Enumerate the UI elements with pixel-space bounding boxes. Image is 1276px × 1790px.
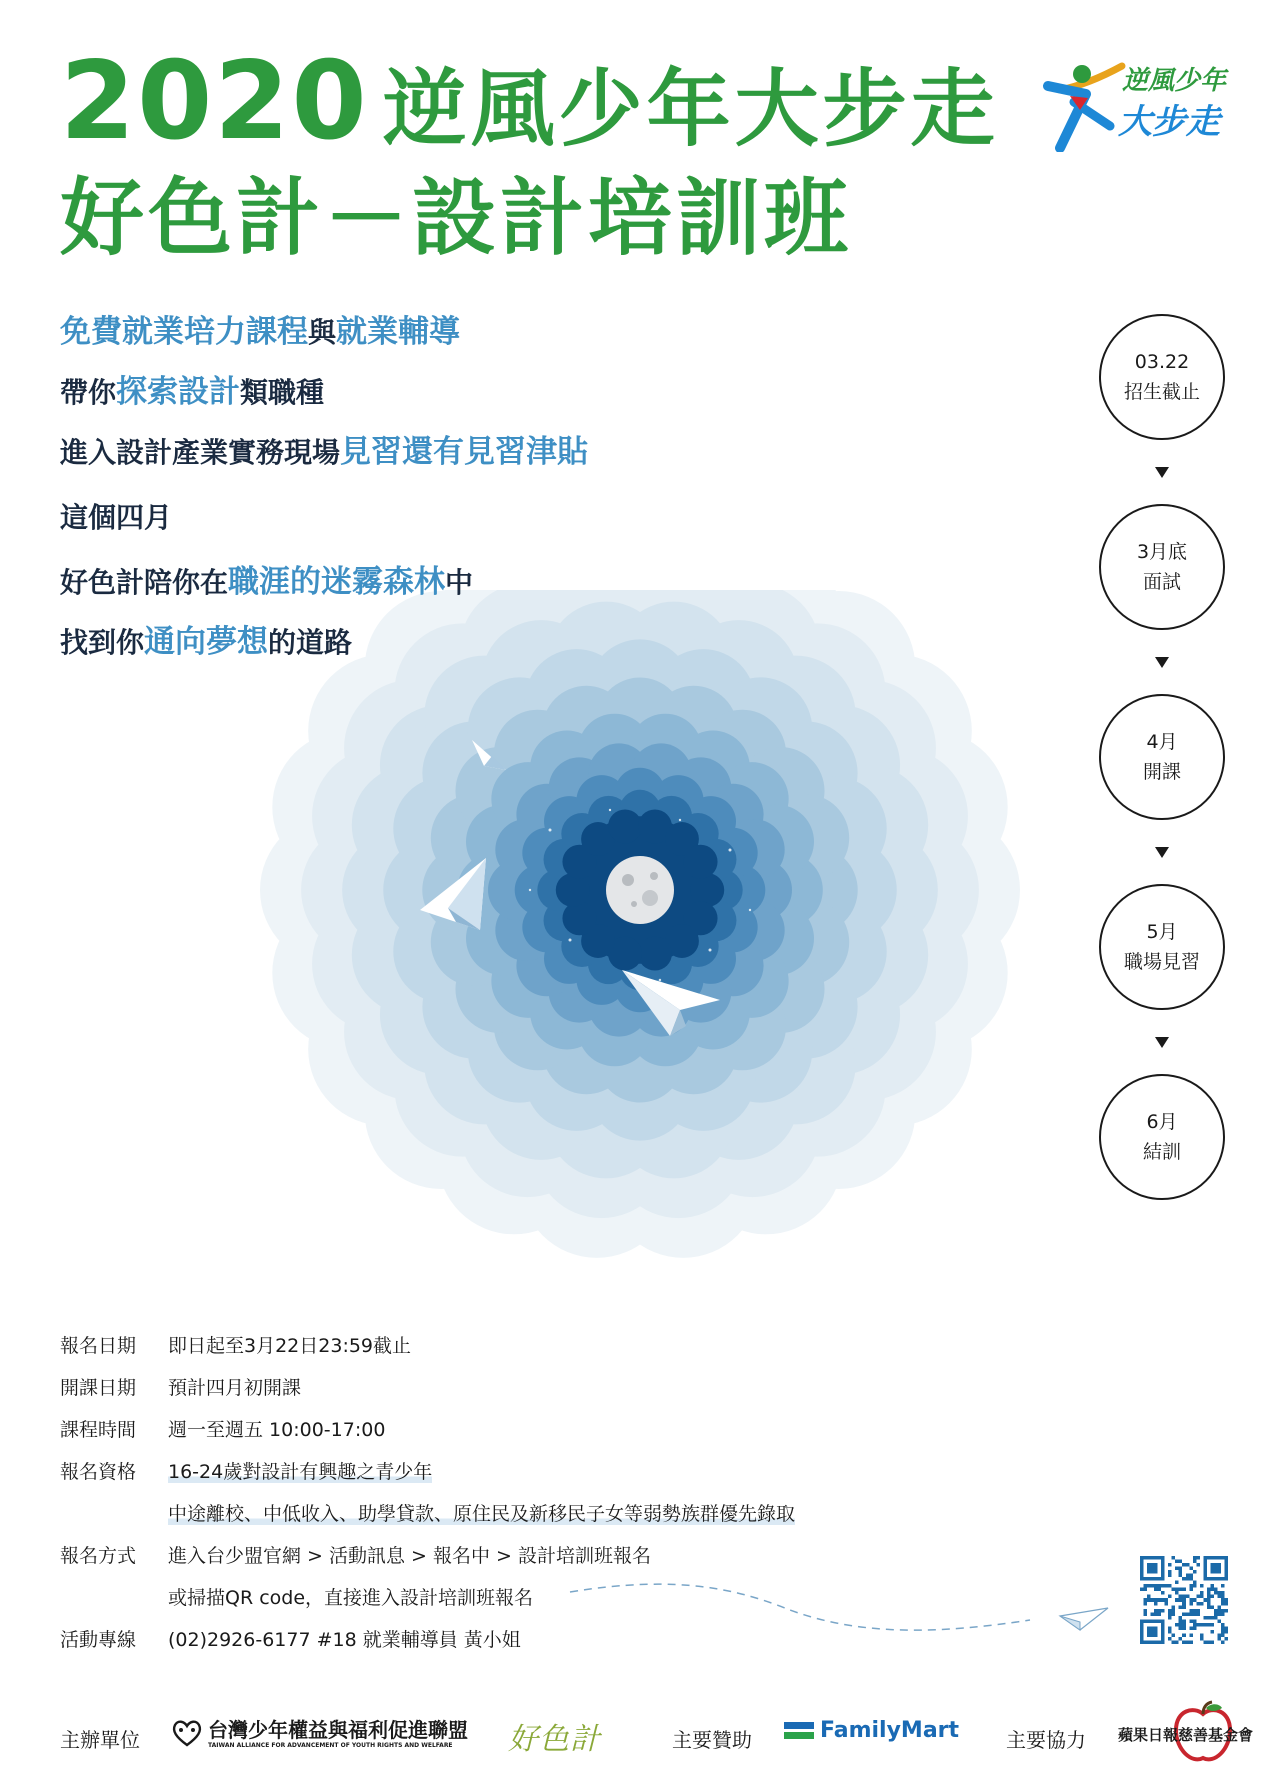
timeline-date: 5月: [1146, 921, 1178, 943]
title-year: 2020: [60, 39, 369, 164]
start-date-value: 預計四月初開課: [168, 1377, 302, 1399]
arrow-down-icon: [1155, 657, 1169, 668]
campaign-logo-line2: 大步走: [1118, 102, 1220, 142]
timeline-event: 招生截止: [1123, 381, 1200, 403]
intro-highlight: 職涯的迷霧森林: [228, 564, 446, 600]
intro-text: 這個四月: [60, 501, 173, 534]
intro-text: 找到你: [60, 626, 145, 659]
timeline-event: 面試: [1142, 571, 1181, 593]
intro-text: 帶你: [60, 376, 117, 409]
title-line-1: [60, 39, 999, 164]
qualification-text: 16-24歲對設計有興趣之青少年: [168, 1461, 433, 1483]
intro-text: 的道路: [268, 626, 353, 659]
intro-text: 中: [445, 566, 474, 599]
organizer-logo: [170, 1712, 490, 1756]
timeline-date: 6月: [1146, 1111, 1178, 1133]
intro-highlight: 通向夢想: [144, 624, 269, 660]
course-time-label: 課程時間: [60, 1419, 137, 1441]
intro-line: [60, 366, 324, 411]
arrow-down-icon: [1155, 847, 1169, 858]
priority-text: 中途離校、中低收入、助學貸款、原住民及新移民子女等弱勢族群優先錄取: [168, 1503, 796, 1525]
priority-note: [168, 1499, 795, 1526]
start-date-label: 開課日期: [60, 1377, 137, 1399]
intro-highlight: 探索設計: [116, 374, 241, 410]
qr-code[interactable]: [1140, 1556, 1228, 1644]
hotline-value: (02)2926-6177 #18 就業輔導員 黃小姐: [168, 1629, 521, 1651]
timeline-date: 4月: [1146, 731, 1178, 753]
campaign-logo-line1: 逆風少年: [1122, 66, 1227, 96]
cloud-tunnel-illustration: [210, 590, 1070, 1350]
timeline-step-internship: [1099, 884, 1225, 1010]
organizer-name-en: TAIWAN ALLIANCE FOR ADVANCEMENT OF YOUTH RIGHTS AND WELFARE: [208, 1742, 453, 1749]
timeline-event: 職場見習: [1123, 951, 1200, 973]
running-figure-icon: [1030, 56, 1130, 152]
intro-text: 進入設計產業實務現場: [60, 436, 341, 469]
design-program-logo: 好色計: [508, 1722, 601, 1757]
heart-hands-icon: [170, 1718, 204, 1748]
intro-text: 好色計陪你在: [60, 566, 229, 599]
timeline-step-graduation: [1099, 1074, 1225, 1200]
assist-name: 蘋果日報慈善基金會: [1118, 1726, 1254, 1744]
timeline-step-interview: [1099, 504, 1225, 630]
intro-line: [60, 556, 473, 601]
flight-path-decoration: [560, 1570, 1120, 1650]
intro-line: [60, 616, 352, 661]
intro-line: [60, 306, 460, 351]
qualification-value: [168, 1457, 432, 1484]
intro-highlight: 見習還有見習津貼: [340, 434, 589, 470]
familymart-logo: [784, 1718, 959, 1743]
timeline-step-deadline: [1099, 314, 1225, 440]
arrow-down-icon: [1155, 467, 1169, 478]
apple-foundation-logo: [1118, 1700, 1254, 1770]
timeline-date: 03.22: [1134, 351, 1190, 373]
organizer-name: 台灣少年權益與福利促進聯盟: [208, 1718, 468, 1742]
assist-label: 主要協力: [1006, 1728, 1086, 1752]
reg-method-label: 報名方式: [60, 1545, 137, 1567]
timeline-date: 3月底: [1136, 541, 1188, 563]
arrow-down-icon: [1155, 1037, 1169, 1048]
intro-highlight: 免費就業培力課程: [60, 314, 308, 350]
sponsor-name: FamilyMart: [820, 1718, 960, 1743]
moon-icon: [606, 856, 674, 924]
hotline-label: 活動專線: [60, 1629, 137, 1651]
intro-line: [60, 426, 588, 471]
reg-method-qr-note: 或掃描QR code，直接進入設計培訓班報名: [168, 1587, 534, 1609]
intro-line: [60, 496, 172, 536]
reg-method-value: 進入台少盟官網 > 活動訊息 > 報名中 > 設計培訓班報名: [168, 1545, 651, 1567]
intro-text: 類職種: [240, 376, 325, 409]
familymart-stripes-icon: [784, 1722, 814, 1739]
reg-date-label: 報名日期: [60, 1335, 137, 1357]
sponsor-label: 主要贊助: [672, 1728, 752, 1752]
timeline-event: 開課: [1142, 761, 1181, 783]
intro-highlight: 就業輔導: [336, 314, 461, 350]
qualification-label: 報名資格: [60, 1461, 137, 1483]
organizer-label: 主辦單位: [60, 1728, 140, 1752]
reg-date-value: 即日起至3月22日23:59截止: [168, 1335, 412, 1357]
timeline-step-course-start: [1099, 694, 1225, 820]
intro-text: 與: [308, 316, 337, 349]
timeline-event: 結訓: [1142, 1141, 1181, 1163]
title-line1-text: 逆風少年大步走: [382, 60, 999, 158]
title-line-2: 好色計－設計培訓班: [60, 169, 853, 267]
paper-plane-icon: [1060, 1608, 1108, 1630]
course-time-value: 週一至週五 10:00-17:00: [168, 1419, 386, 1441]
campaign-logo: [1030, 56, 1230, 152]
